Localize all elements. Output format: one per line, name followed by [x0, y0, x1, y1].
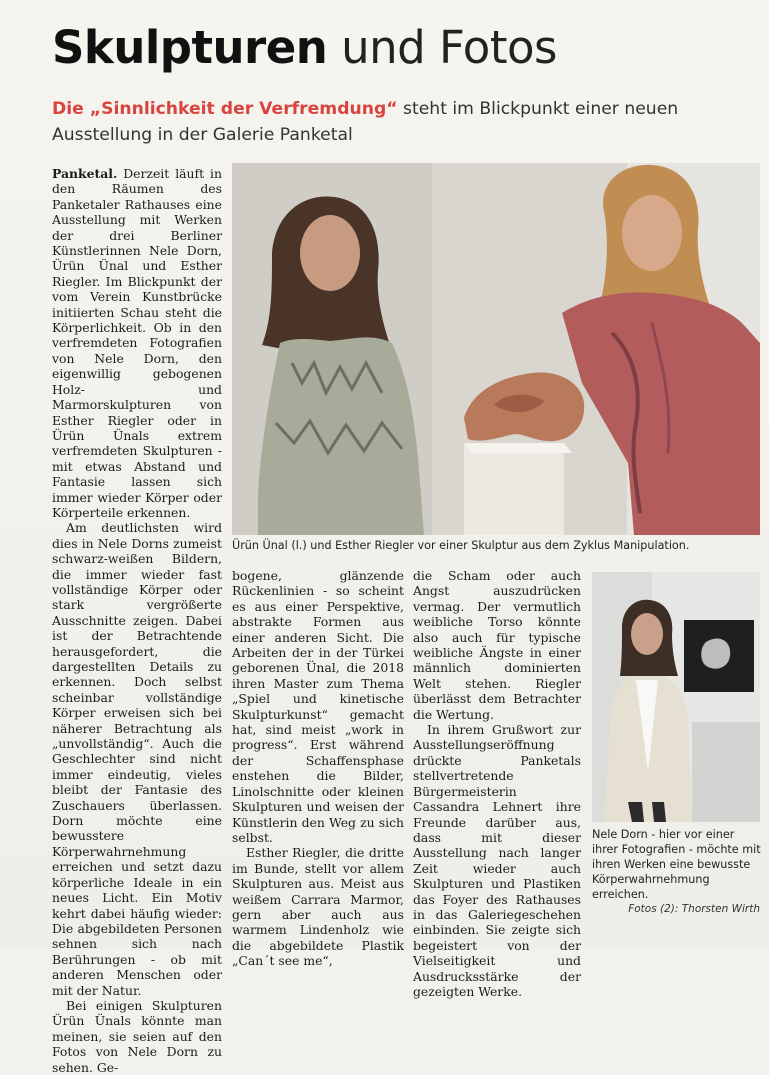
photo-credit: Fotos (2): Thorsten Wirth [628, 903, 760, 915]
main-photo [232, 163, 760, 535]
side-photo-caption: Nele Dorn - hier vor einer ihrer Fotografien - möchte mit ihren Werken eine bewusste Körperwahrnehmung erreichen. [592, 828, 761, 901]
paragraph: In ihrem Grußwort zur Ausstellungseröffnung drückte Panketals stellvertretende Bürgermeisterin Cassandra Lehnert ihre Freunde darüber aus, dass mit dieser Ausstellung nach langer Zeit wieder auch Skulpturen und Plastiken das Foyer des Rathauses in das Galeriegeschehen einbinden. Sie zeigte sich begeistert von der Vielseitigkeit und Ausdrucksstärke der gezeigten Werke. [413, 722, 581, 999]
subheadline [52, 96, 752, 148]
side-photo [592, 572, 760, 822]
dateline: Panketal. [52, 166, 118, 181]
article-column-3 [413, 568, 581, 999]
paragraph: Am deutlichsten wird dies in Nele Dorns zumeist schwarz-weißen Bildern, die immer wieder fast vollständige Körper oder stark vergrößerte Ausschnitte zeigen. Dabei ist der Betrachtende herausgefordert, die dargestellten Details zu erkennen. Doch selbst scheinbar vollständige Körper erweisen sich bei näherer Betrachtung als „unvollständig“. Auch die Geschlechter sind nicht immer eindeutig, vieles bleibt der Fantasie des Zuschauers überlassen. Dorn möchte eine bewusstere Körperwahrnehmung erreichen und setzt dazu körperliche Ideale in ein neues Licht. Ein Motiv kehrt dabei häufig wieder: Die abgebildeten Personen sehnen sich nach Berührungen - ob mit anderen Menschen oder mit der Natur. [52, 520, 222, 998]
subhead-rest: steht im Blickpunkt einer neuen Ausstellung in der Galerie Panketal [52, 99, 679, 145]
photo-artist-before-photograph [592, 572, 760, 822]
article-column-1 [52, 166, 222, 1075]
photo-two-artists-with-sculpture [232, 163, 760, 535]
paragraph: Esther Riegler, die dritte im Bunde, stellt vor allem Skulpturen aus. Meist aus weißem Carrara Marmor, gern aber auch aus warmem Lindenholz wie die abgebildete Plastik „Can´t see me“, [232, 845, 404, 969]
main-photo-caption: Ürün Ünal (l.) und Esther Riegler vor einer Skulptur aus dem Zyklus Manipulation. [232, 539, 690, 552]
headline-bold: Skulpturen [52, 21, 328, 74]
headline-light: und Fotos [327, 21, 557, 74]
paragraph: Bei einigen Skulpturen Ürün Ünals könnte man meinen, sie seien auf den Fotos von Nele Dorn zu sehen. Ge- [52, 997, 222, 1075]
paragraph: die Scham oder auch Angst auszudrücken vermag. Der vermutlich weibliche Torso könnte also auch für typische weibliche Ängste in einer männlich dominierten Welt stehen. Riegler überlässt dem Betrachter die Wertung. [413, 568, 581, 722]
article-column-2 [232, 568, 404, 969]
paragraph: bogene, glänzende Rückenlinien - so scheint es aus einer Perspektive, abstrakte Formen aus einer anderen Sicht. Die Arbeiten der in der Türkei geborenen Ünal, die 2018 ihren Master zum Thema „Spiel und kinetische Skulpturkunst“ gemacht hat, sind meist „work in progress“. Erst während der Schaffensphase enstehen die Bilder, Linolschnitte oder kleinen Skulpturen und weisen der Künstlerin den Weg zu sich selbst. [232, 568, 404, 845]
paragraph-text: Derzeit läuft in den Räumen des Panketaler Rathauses eine Ausstellung mit Werken der drei Berliner Künstlerinnen Nele Dorn, Ürün Ünal und Esther Riegler. Im Blickpunkt der vom Verein Kunstbrücke initiierten Schau steht die Körperlichkeit. Ob in den verfremdeten Fotografien von Nele Dorn, den eigenwillig gebogenen Holz- und Marmorskulpturen von Esther Riegler oder in Ürün Ünals extrem verfremdeten Skulpturen - mit etwas Abstand und Fantasie lassen sich immer wieder Körper oder Körperteile erkennen. [52, 166, 222, 520]
paragraph [52, 166, 222, 520]
subhead-highlight: Die „Sinnlichkeit der Verfremdung“ [52, 99, 398, 119]
headline [52, 18, 557, 78]
